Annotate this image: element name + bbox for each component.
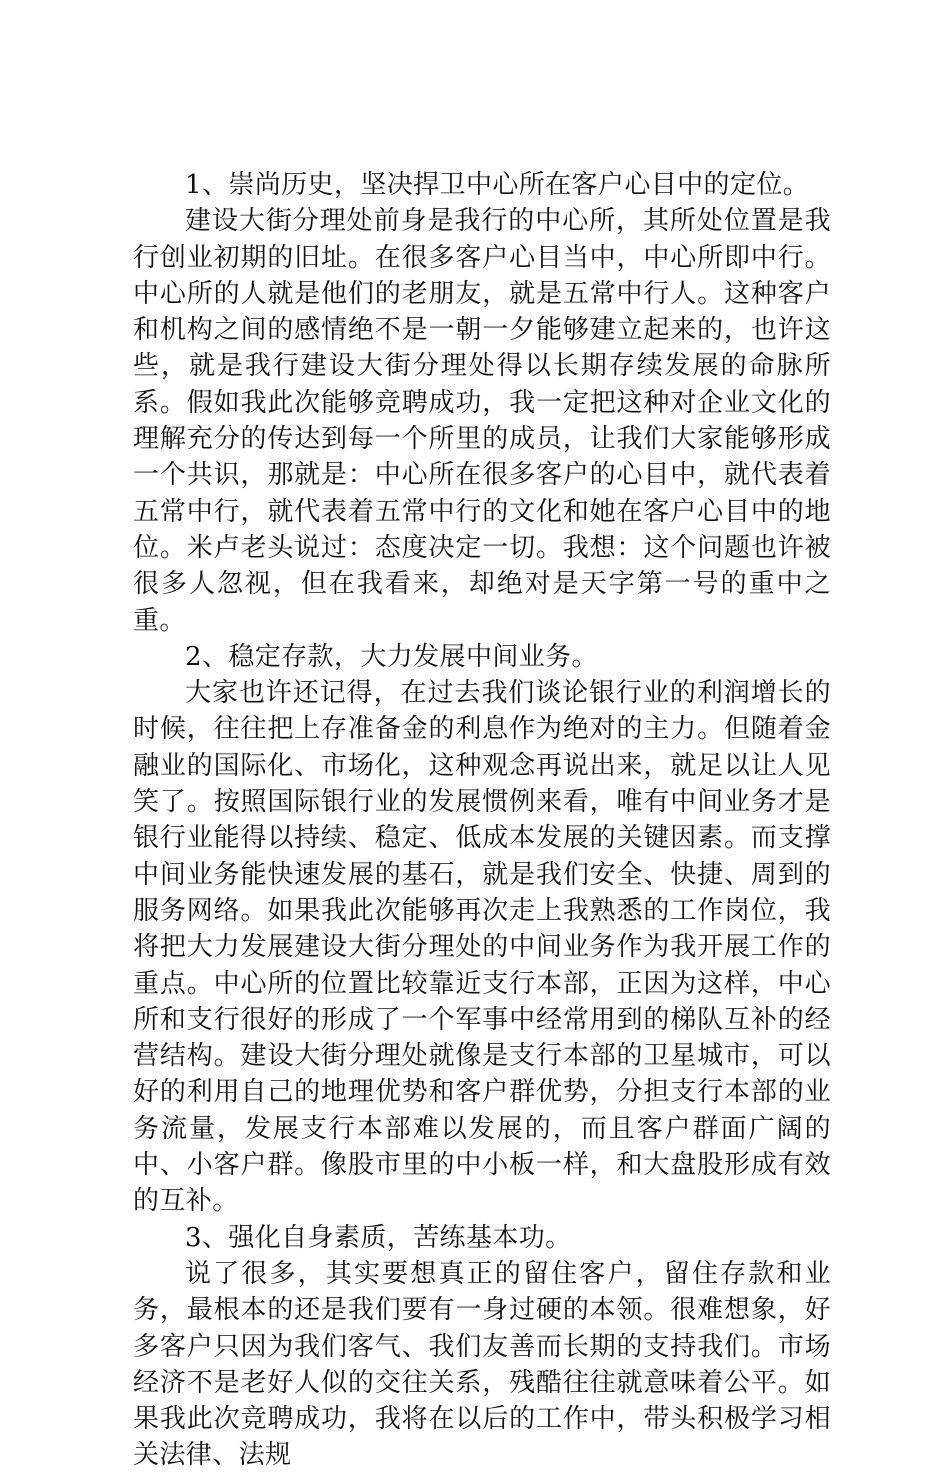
section-heading-1: 1、崇尚历史，坚决捍卫中心所在客户心目中的定位。: [185, 170, 810, 200]
document-body: [133, 167, 831, 1474]
section-heading-3: 3、强化自身素质，苦练基本功。: [185, 1222, 572, 1253]
section-heading-2: 2、稳定存款，大力发展中间业务。: [185, 641, 598, 672]
section-paragraph-3: 说了很多，其实要想真正的留住客户，留住存款和业务，最根本的还是我们要有一身过硬的本领。很难想象，好多客户只因为我们客气、我们友善而长期的支持我们。市场经济不是老好人似的交往关系，残酷往往就意味着公平。如果我此次竞聘成功，我将在以后的工作中，带头积极学习相关法律、法规: [133, 1258, 831, 1471]
section-paragraph-1: 建设大街分理处前身是我行的中心所，其所处位置是我行创业初期的旧址。在很多客户心目当中，中心所即中行。中心所的人就是他们的老朋友，就是五常中行人。这种客户和机构之间的感情绝不是一朝一夕能够建立起来的，也许这些，就是我行建设大街分理处得以长期存续发展的命脉所系。假如我此次能够竞聘成功，我一定把这种对企业文化的理解充分的传达到每一个所里的成员，让我们大家能够形成一个共识，那就是：中心所在很多客户的心目中，就代表着五常中行，就代表着五常中行的文化和她在客户心目中的地位。米卢老头说过：态度决定一切。我想：这个问题也许被很多人忽视，但在我看来，却绝对是天字第一号的重中之重。: [133, 206, 831, 636]
section-paragraph-2: 大家也许还记得，在过去我们谈论银行业的利润增长的时候，往往把上存准备金的利息作为绝对的主力。但随着金融业的国际化、市场化，这种观念再说出来，就足以让人见笑了。按照国际银行业的发展惯例来看，唯有中间业务才是银行业能得以持续、稳定、低成本发展的关键因素。而支撑中间业务能快速发展的基石，就是我们安全、快捷、周到的服务网络。如果我此次能够再次走上我熟悉的工作岗位，我将把大力发展建设大街分理处的中间业务作为我开展工作的重点。中心所的位置比较靠近支行本部，正因为这样，中心所和支行很好的形成了一个军事中经常用到的梯队互补的经营结构。建设大街分理处就像是支行本部的卫星城市，可以好的利用自己的地理优势和客户群优势，分担支行本部的业务流量，发展支行本部难以发展的，而且客户群面广阔的中、小客户群。像股市里的中小板一样，和大盘股形成有效的互补。: [133, 678, 831, 1217]
